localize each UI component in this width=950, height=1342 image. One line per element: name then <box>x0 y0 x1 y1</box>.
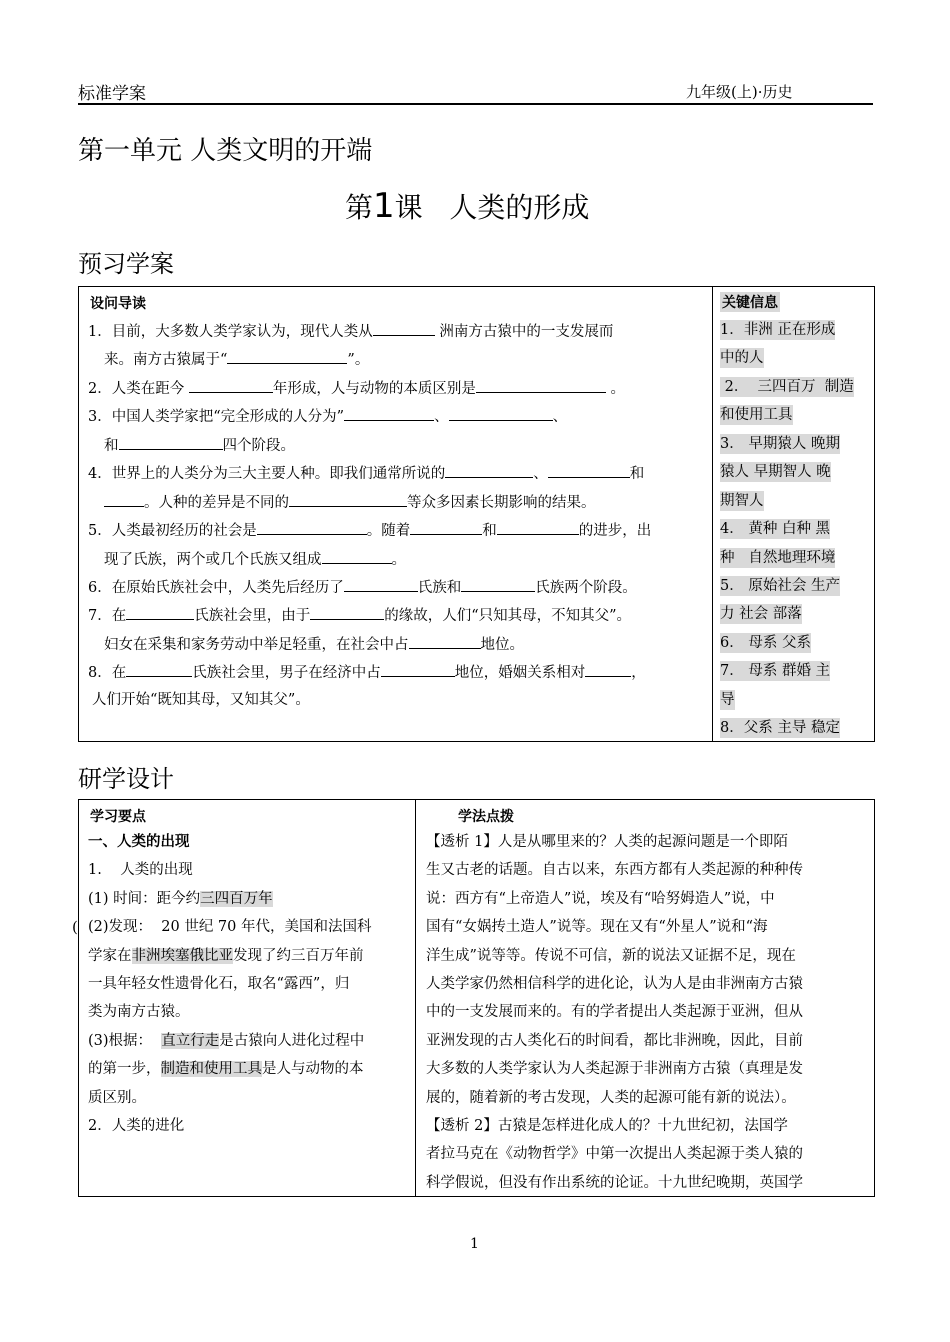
preview-right-heading: 关键信息 <box>720 292 780 312</box>
method-line: 【透析 2】古猿是怎样进化成人的？十九世纪初，法国学 <box>426 1118 788 1134</box>
key-info-line: 6． 母系 父系 <box>720 635 811 651</box>
answer-blank[interactable] <box>410 519 482 535</box>
key-info-line: 导 <box>720 692 735 708</box>
answer-blank[interactable] <box>548 462 630 478</box>
study-discovery-1: (2)发现： 20 世纪 70 年代，美国和法国科 <box>88 919 372 935</box>
answer-blank[interactable] <box>322 548 392 564</box>
question-4-line-1: 4．世界上的人类分为三大主要人种。即我们通常所说的 、 和 <box>88 462 644 484</box>
question-7-line-2: 妇女在采集和家务劳动中举足轻重，在社会中占 地位。 <box>104 633 524 655</box>
answer-blank[interactable] <box>189 377 273 393</box>
answer-blank[interactable] <box>104 491 144 507</box>
margin-mark: ( <box>72 918 78 936</box>
question-8-line-1: 8．在 氏族社会里，男子在经济中占 地位，婚姻关系相对 ， <box>88 661 646 683</box>
study-basis-2: 的第一步，制造和使用工具是人与动物的本 <box>88 1061 364 1077</box>
answer-blank[interactable] <box>409 633 481 649</box>
answer-blank[interactable] <box>497 519 579 535</box>
study-item-1: 1. 人类的出现 <box>88 862 193 878</box>
key-info-line: 8．父系 主导 稳定 <box>720 720 840 736</box>
method-line: 者拉马克在《动物哲学》中第一次提出人类起源于类人猿的 <box>426 1146 803 1162</box>
answer-blank[interactable] <box>381 661 455 677</box>
answer-blank[interactable] <box>257 519 367 535</box>
method-line: 展的，随着新的考古发现，人类的起源可能有新的说法）。 <box>426 1090 796 1106</box>
lesson-suffix: 课 人类的形成 <box>394 191 590 224</box>
answer-blank[interactable] <box>310 604 384 620</box>
method-line: 国有“女娲抟土造人”说等。现在又有“外星人”说和“海 <box>426 919 768 935</box>
method-line: 人类学家仍然相信科学的进化论，认为人是由非洲南方古猿 <box>426 976 803 992</box>
question-6: 6．在原始氏族社会中，人类先后经历了 氏族和 氏族两个阶段。 <box>88 576 637 598</box>
key-info-line: 5． 原始社会 生产 <box>720 578 840 594</box>
question-5-line-1: 5．人类最初经历的社会是 。随着 和 的进步，出 <box>88 519 651 541</box>
study-subheading: 一、人类的出现 <box>88 833 190 850</box>
method-line: 中的一支发展而来的。有的学者提出人类起源于亚洲，但从 <box>426 1004 803 1020</box>
preview-left-heading: 设问导读 <box>90 296 146 312</box>
study-time: (1) 时间：距今约三四百万年 <box>88 891 273 907</box>
answer-blank[interactable] <box>289 491 407 507</box>
study-discovery-2: 学家在非洲埃塞俄比亚发现了约三百万年前 <box>88 948 364 964</box>
key-info-line: 种 自然地理环境 <box>720 550 836 566</box>
study-basis-3: 质区别。 <box>88 1090 146 1106</box>
page-number: 1 <box>470 1236 479 1252</box>
method-line: 亚洲发现的古人类化石的时间看，都比非洲晚，因此，目前 <box>426 1033 803 1049</box>
answer-blank[interactable] <box>119 434 223 450</box>
header-right-label: 九年级(上)·历史 <box>686 83 793 101</box>
key-info-line: 和使用工具 <box>720 407 793 423</box>
answer-blank[interactable] <box>344 576 418 592</box>
answer-blank[interactable] <box>445 462 533 478</box>
study-section-title: 研学设计 <box>78 765 174 793</box>
method-line: 说：西方有“上帝造人”说，埃及有“哈努姆造人”说，中 <box>426 891 775 907</box>
key-info-line: 猿人 早期智人 晚 <box>720 464 831 480</box>
method-line: 生又古老的话题。自古以来，东西方都有人类起源的种种传 <box>426 862 803 878</box>
answer-blank[interactable] <box>449 405 553 421</box>
answer-blank[interactable] <box>227 348 347 364</box>
key-info-line: 3． 早期猿人 晚期 <box>720 436 840 452</box>
key-info-line: 2． 三四百万 制造 <box>720 379 854 395</box>
answer-blank[interactable] <box>476 377 606 393</box>
preview-table-divider <box>712 286 713 742</box>
key-info-line: 1．非洲 正在形成 <box>720 322 836 338</box>
key-info-line: 力 社会 部落 <box>720 606 802 622</box>
question-7-line-1: 7．在 氏族社会里，由于 的缘故，人们“只知其母，不知其父”。 <box>88 604 631 626</box>
method-line: 大多数的人类学家认为人类起源于非洲南方古猿（真理是发 <box>426 1061 803 1077</box>
answer-blank[interactable] <box>126 604 194 620</box>
study-discovery-4: 类为南方古猿。 <box>88 1004 190 1020</box>
preview-section-title: 预习学案 <box>78 250 174 278</box>
answer-blank[interactable] <box>585 661 631 677</box>
study-item-2: 2．人类的进化 <box>88 1118 185 1134</box>
answer-blank[interactable] <box>344 405 434 421</box>
study-discovery-3: 一具年轻女性遗骨化石，取名“露西”，归 <box>88 976 350 992</box>
answer-blank[interactable] <box>461 576 535 592</box>
question-1-line-2: 来。南方古猿属于“ ”。 <box>104 348 369 370</box>
lesson-prefix: 第 <box>345 191 374 224</box>
study-right-heading: 学法点拨 <box>458 809 514 825</box>
question-4-line-2: 。人种的差异是不同的 等众多因素长期影响的结果。 <box>104 491 596 513</box>
method-line: 【透析 1】人是从哪里来的？人类的起源问题是一个即陌 <box>426 834 788 850</box>
answer-blank[interactable] <box>373 320 435 336</box>
study-left-heading: 学习要点 <box>90 809 146 825</box>
question-3-line-1: 3．中国人类学家把“完全形成的人分为” 、 、 <box>88 405 567 427</box>
key-info-line: 期智人 <box>720 493 764 509</box>
header-rule <box>78 103 873 105</box>
lesson-number: 1 <box>373 186 395 226</box>
lesson-title <box>345 186 589 226</box>
key-info-line: 中的人 <box>720 350 764 366</box>
unit-title: 第一单元 人类文明的开端 <box>78 136 373 166</box>
question-2: 2．人类在距今 年形成，人与动物的本质区别是 。 <box>88 377 625 399</box>
header-left-label: 标准学案 <box>78 84 146 104</box>
method-line: 科学假说，但没有作出系统的论证。十九世纪晚期，英国学 <box>426 1175 803 1191</box>
question-8-line-2: 人们开始“既知其母，又知其父”。 <box>92 692 310 708</box>
question-3-line-2: 和 四个阶段。 <box>104 434 295 456</box>
key-info-line: 7． 母系 群婚 主 <box>720 663 831 679</box>
study-basis-1: (3)根据： 直立行走是古猿向人进化过程中 <box>88 1033 365 1049</box>
answer-blank[interactable] <box>126 661 192 677</box>
key-info-line: 4． 黄种 白种 黑 <box>720 521 831 537</box>
method-line: 洋生成”说等等。传说不可信，新的说法又证据不足，现在 <box>426 948 796 964</box>
study-table-divider <box>415 799 416 1197</box>
question-1-line-1: 1．目前，大多数人类学家认为，现代人类从 洲南方古猿中的一支发展而 <box>88 320 613 342</box>
question-5-line-2: 现了氏族，两个或几个氏族又组成 。 <box>104 548 406 570</box>
